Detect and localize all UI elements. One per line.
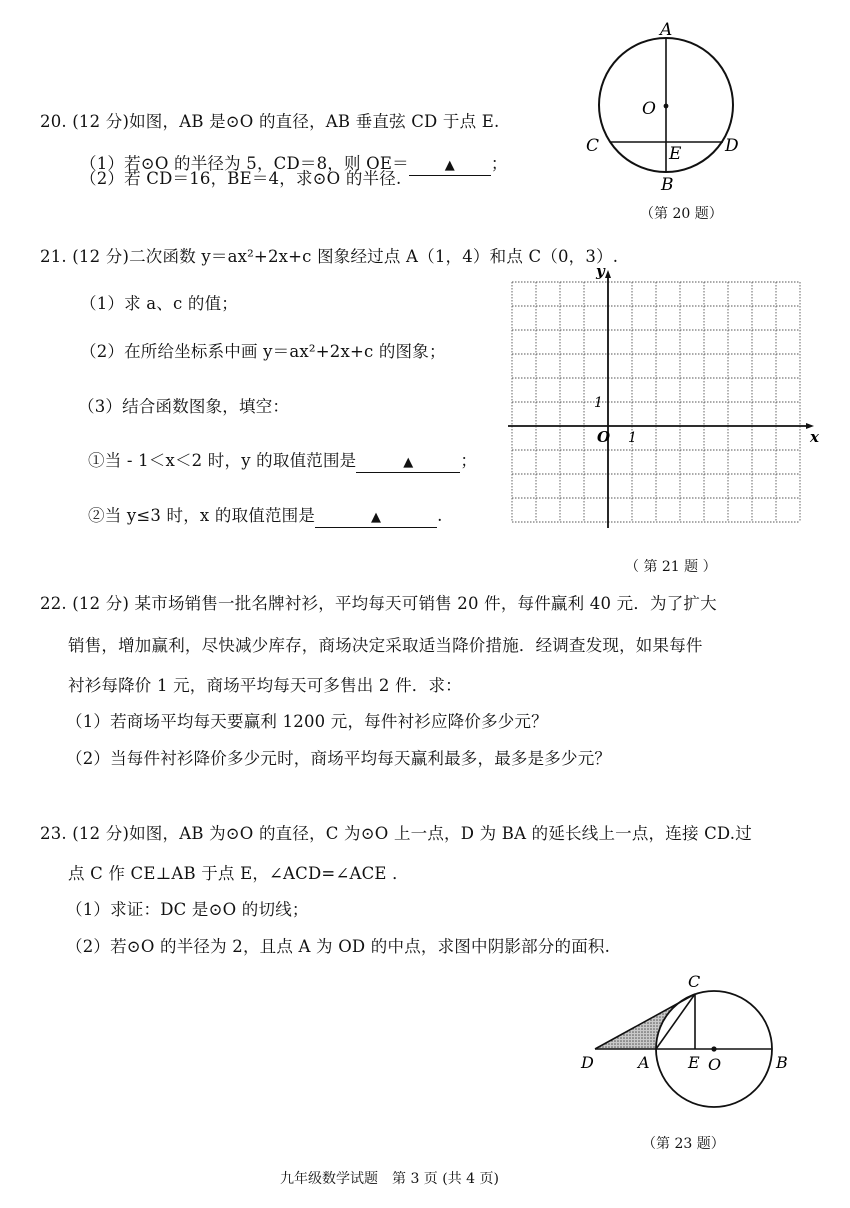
q21-grid-lines <box>512 282 800 522</box>
q21-y-tick-label: 1 <box>594 395 603 411</box>
q20-answer-blank-1[interactable] <box>409 155 491 176</box>
q23-label-c: C <box>688 972 701 991</box>
q21-origin-label: O <box>597 428 611 446</box>
answer-triangle-icon: ▲ <box>370 510 382 525</box>
q22-part2: （2）当每件衬衫降价多少元时，商场平均每天赢利最多，最多是多少元？ <box>66 749 612 768</box>
q21-part1: （1）求 a、c 的值； <box>80 294 238 313</box>
q21-stem: 21. (12 分)二次函数 y＝ax²+2x+c 图象经过点 A（1，4）和点 C（0，3）. <box>40 247 619 266</box>
q21-coordinate-grid[interactable] <box>500 262 820 537</box>
q23-line-1: 23. (12 分)如图，AB 为⊙O 的直径，C 为⊙O 上一点，D 为 BA 的延长线上一点，连接 CD.过 <box>40 824 752 843</box>
q20-stem: 20. (12 分)如图，AB 是⊙O 的直径，AB 垂直弦 CD 于点 E. <box>40 112 500 131</box>
q21-y-axis-label: y <box>596 262 605 280</box>
q21-part3: （3）结合函数图象，填空： <box>78 397 290 416</box>
q20-label-o: O <box>642 99 656 119</box>
q20-part1-tail: ； <box>490 154 508 173</box>
q20-label-c: C <box>586 136 600 156</box>
answer-triangle-icon: ▲ <box>403 455 414 470</box>
q21-x-axis-label: x <box>810 428 819 446</box>
q21-sub2-tail: . <box>437 506 443 525</box>
q20-label-b: B <box>661 175 674 195</box>
q21-sub1-text: ①当 - 1＜x＜2 时，y 的取值范围是 <box>88 451 357 470</box>
q23-label-o: O <box>708 1055 722 1074</box>
q21-sub1-tail: ； <box>460 451 478 470</box>
q22-part1: （1）若商场平均每天要赢利 1200 元，每件衬衫应降价多少元？ <box>66 712 548 731</box>
q21-y-axis-arrow-icon <box>605 270 611 278</box>
q23-label-e: E <box>688 1053 700 1072</box>
q20-part1-text: （1）若⊙O 的半径为 5，CD＝8，则 OE＝ <box>80 154 409 173</box>
q23-part1: （1）求证：DC 是⊙O 的切线； <box>66 900 309 919</box>
q20-label-a: A <box>660 20 673 40</box>
q21-answer-blank-1[interactable] <box>356 452 460 473</box>
page-footer: 九年级数学试题 第 3 页 (共 4 页) <box>280 1171 499 1187</box>
q20-figure <box>580 18 770 208</box>
q21-sub2 <box>88 502 443 528</box>
q20-figure-caption: （第 20 题） <box>640 206 723 222</box>
q21-x-tick-label: 1 <box>628 430 637 446</box>
q23-label-a: A <box>638 1053 650 1072</box>
q22-line-2: 销售，增加赢利，尽快减少库存，商场决定采取适当降价措施．经调查发现，如果每件 <box>68 636 703 655</box>
q21-sub1 <box>88 447 477 473</box>
q20-label-d: D <box>725 136 739 156</box>
q21-answer-blank-2[interactable] <box>315 507 437 528</box>
q22-line-1: 22. (12 分) 某市场销售一批名牌衬衫，平均每天可销售 20 件，每件赢利 40 元．为了扩大 <box>40 594 717 613</box>
q20-center-dot <box>664 104 669 109</box>
q23-label-d: D <box>581 1053 594 1072</box>
q22-line-3: 衬衫每降价 1 元，商场平均每天可多售出 2 件．求： <box>68 676 462 695</box>
q20-label-e: E <box>669 144 682 164</box>
q21-figure-caption: （ 第 21 题 ） <box>625 559 717 575</box>
q21-sub2-text: ②当 y≤3 时，x 的取值范围是 <box>88 506 316 525</box>
q23-figure-caption: （第 23 题） <box>642 1136 725 1152</box>
q20-part2-text: （2）若 CD＝16，BE＝4，求⊙O 的半径. <box>80 169 402 188</box>
q23-line-2: 点 C 作 CE⊥AB 于点 E，∠ACD=∠ACE ． <box>68 864 409 883</box>
q23-figure <box>575 968 800 1138</box>
answer-triangle-icon: ▲ <box>444 158 455 173</box>
q21-part2: （2）在所给坐标系中画 y＝ax²+2x+c 的图象； <box>80 342 446 361</box>
q23-center-dot <box>711 1046 716 1051</box>
q23-part2: （2）若⊙O 的半径为 2，且点 A 为 OD 的中点，求图中阴影部分的面积. <box>66 937 611 956</box>
q23-label-b: B <box>776 1053 788 1072</box>
